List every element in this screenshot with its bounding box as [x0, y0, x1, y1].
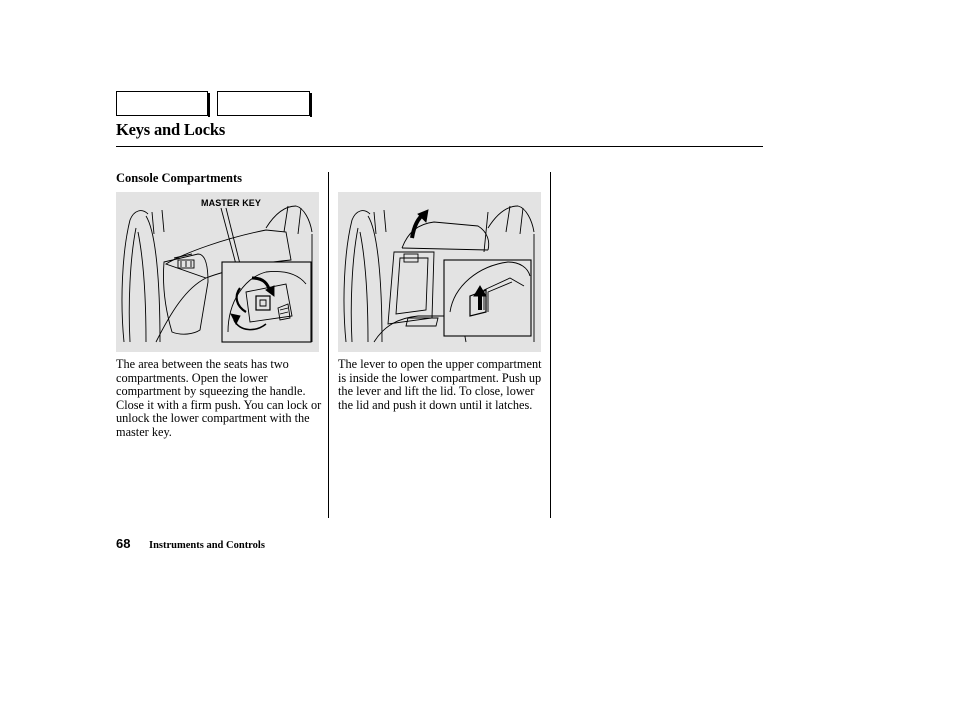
title-rule: [116, 146, 763, 147]
section-title: Keys and Locks: [116, 120, 226, 139]
lower-compartment-illustration: [116, 192, 319, 352]
upper-compartment-description: The lever to open the upper compartment is inside the lower compartment. Push up the lever and lift the lid. To close, lower the lid and push it down until it latches.: [338, 357, 542, 412]
subheading: Console Compartments: [116, 171, 243, 185]
chapter-tab-blank-1: [116, 91, 208, 116]
column-divider-1: [328, 172, 329, 518]
page-number: 68: [116, 536, 131, 551]
column-divider-2: [550, 172, 551, 518]
chapter-label: Instruments and Controls: [149, 540, 265, 551]
upper-compartment-illustration: [338, 192, 541, 352]
master-key-callout: MASTER KEY: [201, 198, 262, 208]
lower-compartment-description: The area between the seats has two compartments. Open the lower compartment by squeezing the handle. Close it with a firm push. You can lock or unlock the lower compartment with the master key.: [116, 357, 322, 439]
chapter-tab-blank-2: [217, 91, 310, 116]
